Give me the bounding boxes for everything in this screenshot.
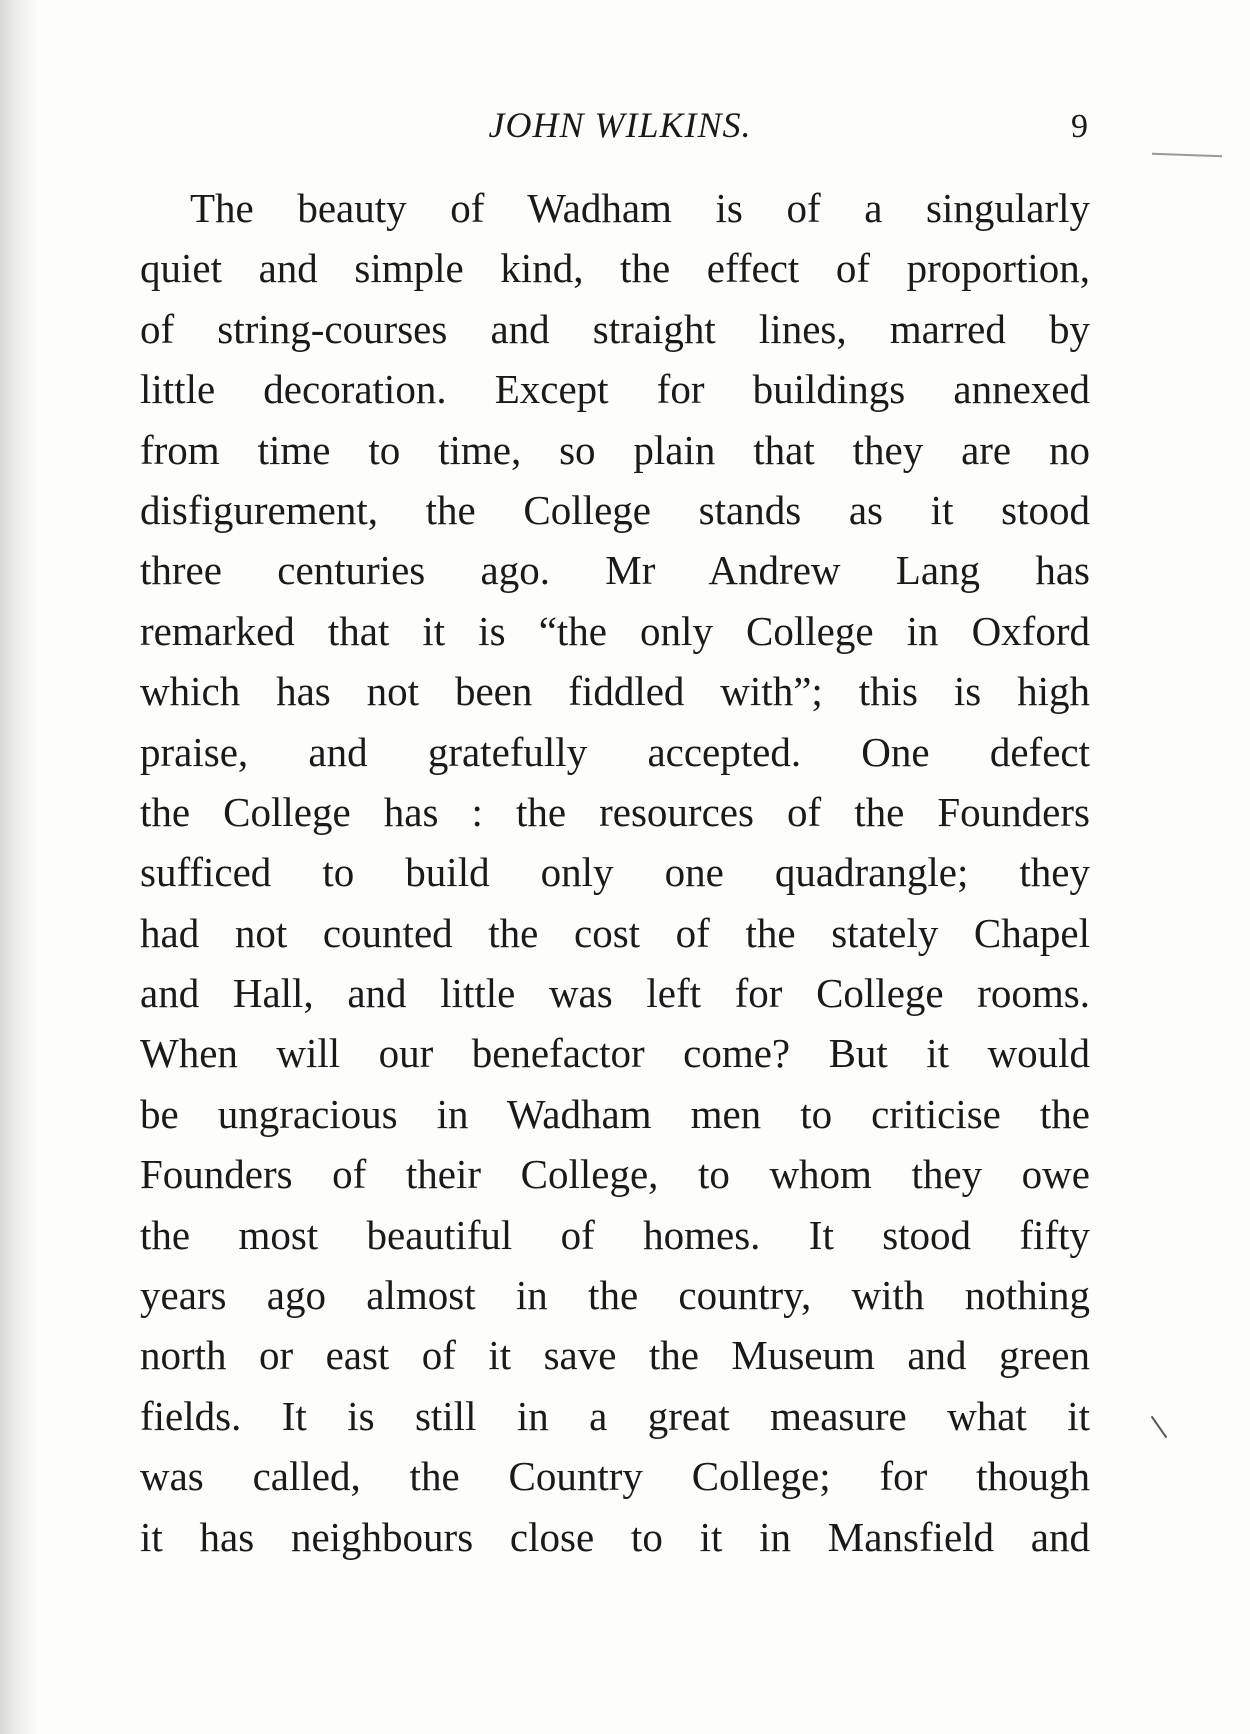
text-line: Founders of their College, to whom they owe bbox=[140, 1151, 1090, 1198]
text-line: When will our benefactor come? But it would bbox=[140, 1030, 1090, 1077]
text-line: be ungracious in Wadham men to criticise the bbox=[140, 1090, 1090, 1137]
text-line: and Hall, and little was left for College rooms. bbox=[140, 970, 1090, 1017]
text-line: was called, the Country College; for though bbox=[140, 1453, 1090, 1500]
running-head bbox=[140, 100, 1100, 150]
text-line: remarked that it is “the only College in Oxford bbox=[140, 607, 1090, 654]
text-line: which has not been fiddled with”; this is high bbox=[140, 668, 1090, 715]
body-text bbox=[140, 178, 1090, 1567]
text-line: had not counted the cost of the stately Chapel bbox=[140, 909, 1090, 956]
text-line: fields. It is still in a great measure what it bbox=[140, 1392, 1090, 1439]
text-line: quiet and simple kind, the effect of proportion, bbox=[140, 245, 1090, 292]
scan-mark bbox=[1152, 153, 1222, 157]
page-number: 9 bbox=[1071, 108, 1088, 145]
text-line: disfigurement, the College stands as it stood bbox=[140, 486, 1090, 533]
text-line: The beauty of Wadham is of a singularly bbox=[190, 185, 1090, 231]
text-line: north or east of it save the Museum and green bbox=[140, 1332, 1090, 1379]
text-line: sufficed to build only one quadrangle; they bbox=[140, 849, 1090, 896]
text-line: the most beautiful of homes. It stood fifty bbox=[140, 1211, 1090, 1258]
scan-edge-shadow bbox=[0, 0, 38, 1734]
text-line: it has neighbours close to it in Mansfield and bbox=[140, 1513, 1090, 1560]
text-line: of string-courses and straight lines, marred by bbox=[140, 305, 1090, 352]
text-line: years ago almost in the country, with nothing bbox=[140, 1272, 1090, 1319]
scan-mark bbox=[1151, 1416, 1168, 1438]
text-line: three centuries ago. Mr Andrew Lang has bbox=[140, 547, 1090, 594]
text-line: praise, and gratefully accepted. One defect bbox=[140, 728, 1090, 775]
running-title: JOHN WILKINS. bbox=[488, 105, 752, 145]
text-line: little decoration. Except for buildings annexed bbox=[140, 366, 1090, 413]
text-line: from time to time, so plain that they are no bbox=[140, 426, 1090, 473]
text-line: the College has : the resources of the Founders bbox=[140, 788, 1090, 835]
